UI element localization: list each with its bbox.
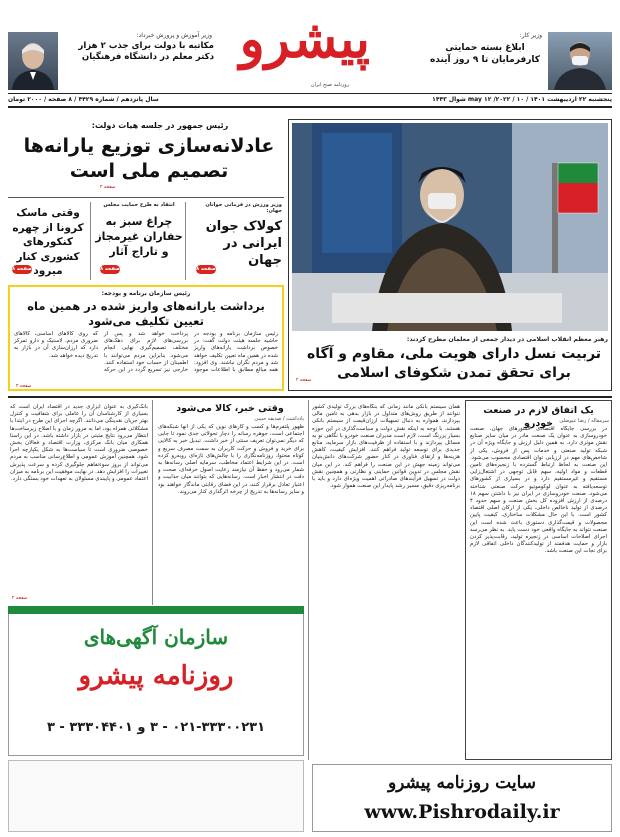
- subsidy-rule: [8, 197, 284, 198]
- ear-left-kicker: وزیر آموزش و پرورش خبرداد:: [136, 32, 212, 39]
- ad-agency-frame-bottom: [8, 760, 304, 832]
- date-line: پنجشنبه ۲۲ اردیبهشت ۱۴۰۱ / may ۱۲ /۲۰۲۲ / ۱۰ شوال ۱۴۴۳: [432, 96, 612, 103]
- upper-section-rule: [8, 396, 612, 398]
- withdraw-more: صفحه ۲: [16, 384, 32, 389]
- masthead-logo: پیشرو: [239, 9, 370, 70]
- ear-right-headline: ابلاغ بسته حمایتی کارفرمایان تا ۹ روز آینده: [429, 43, 541, 65]
- ear-right-photo: [548, 32, 612, 90]
- brief-2-headline: چراغ سبز به حفاران غیرمجاز و تاراج آثار: [95, 215, 183, 258]
- ad-site-line1: سایت روزنامه پیشرو: [387, 773, 537, 793]
- auto-story-byline: سرمقاله / رضا عیوضلی: [559, 418, 609, 424]
- withdraw-text: رئیس سازمان برنامه و بودجه در حاشیه جلسه هیئت دولت گفت: در خصوص برداشت یارانه‌های واریز شده در همین ماه تعیین تکلیف خواهد شد و مردم نگران نباشند. وی افزود: همه مبالغ مطابق با اطلاعات موجود پرداخت خواهد شد و پس از بررسی‌های لازم برای دهک‌های مختلف تصمیم‌گیری نهایی انجام می‌شود. بنابراین مردم می‌توانند با اطمینان از حساب خود استفاده کنند. خارجی نیز تسریع گردد در این حرکه که روی کالاهای اساسی، کالاهای ضروری مردم، لاستیک و دارو تمرکز دارد که ارزان‌سازی آن در بازار به تدریج دیده خواهد شد.: [14, 331, 278, 374]
- masthead-rule-top: [8, 93, 612, 94]
- good-story-byline: یادداشت / صدیقه حبیبی: [254, 416, 304, 422]
- brief-3-kicker: وزیر ورزش در فرمانی جوانان جهان:: [205, 202, 282, 214]
- ear-left-headline: مکاتبه با دولت برای جذب ۲ هزار دکتر معلم در دانشگاه فرهنگیان: [78, 41, 214, 62]
- col4-text: بانک‌گیری به عنوان ابزاری جدید در اقتصاد ایران است که بسیاری از کارشناسان آن را عاملی برای شفافیت و کنترل بهتر جریان نقدینگی می‌دانند. اگرچه اجرای این طرح در ابتدا با مشکلاتی همراه بود، اما به مرور زمان و با اصلاح زیرساخت‌ها انتظار می‌رود نتایج مثبتی در بازار داشته باشد. در این راستا همکاری میان بانک مرکزی، وزارت اقتصاد و فعالان بخش خصوصی ضروری است تا سیاست‌ها به شکل یکپارچه اجرا شود. همچنین آموزش عمومی و اطلاع‌رسانی مناسب به مردم می‌تواند از بروز سوءتفاهم جلوگیری کرده و سرعت پذیرش تغییرات را افزایش دهد. در نهایت موفقیت این برنامه به میزان اعتماد عمومی و پایبندی مسئولان به تعهدات خود بستگی دارد.: [10, 404, 148, 483]
- good-story-headline: وقتی خبر، کالا می‌شود: [176, 403, 284, 414]
- brief-3-badge: صفحه ۸: [196, 266, 216, 272]
- withdraw-headline: برداشت یارانه‌های واریز شده در همین ماه تعیین تکلیف می‌شود: [27, 299, 265, 328]
- ad-agency-phones: ۰۲۱-۳۳۳۰۰۲۳۱ - ۳ و ۳۳۳۰۴۴۰۱ - ۳: [46, 720, 266, 735]
- masthead-rule-bottom: [8, 106, 612, 108]
- issue-line: سال پانزدهم / شماره ۴۴۲۹ / ۸ صفحه / ۲۰۰۰ تومان: [8, 96, 159, 103]
- col4-more: صفحه ۲: [12, 596, 28, 601]
- col-divider-a: [308, 400, 309, 760]
- subsidy-headline: عادلانه‌سازی توزیع یارانه‌ها تصمیم ملی است: [23, 135, 275, 182]
- auto-story-text: در بررسی جایگاه اقتصادی کشورهای جهان، صنعت خودروسازی به عنوان یک صنعت مادر در میان سایر صنایع نقش موثری دارد. به همین دلیل ارزش و جایگاه ویژه آن در شبکه تولید صنعتی و خدمات پس از فروش، یکی از شاخص‌های مهم در ارزیابی توان اقتصادی محسوب می‌شود. این صنعت به لحاظ ارتباط گسترده با زنجیره‌های تامین قطعات و مواد اولیه، سهم قابل توجهی در اشتغال‌زایی مستقیم و غیرمستقیم دارد و در بسیاری از کشورهای توسعه‌یافته به عنوان لوکوموتیو حرکت صنعتی شناخته می‌شود. صنعت خودروسازی در ایران نیز با داشتن سهم ۱۸ درصدی از ارزش افزوده کل بخش صنعت و سهم حدود ۴ درصدی از تولید ناخالص داخلی، یکی از ارکان اصلی اقتصاد کشور است. با این حال مشکلات ساختاری، کیفیت پایین محصولات و قیمت‌گذاری دستوری باعث شده است این صنعت نتواند به جایگاه واقعی خود دست یابد. به نظر می‌رسد اجرای اصلاحات اساسی در زنجیره تولید، رقابت‌پذیر کردن بازار و حمایت هدفمند از تولیدکنندگان داخلی اتفاقی لازم برای نجات این صنعت باشد.: [470, 426, 607, 555]
- ear-left-photo: [8, 32, 58, 90]
- brief-divider-2: [90, 202, 91, 280]
- main-story-headline: تربیت نسل دارای هویت ملی، مقاوم و آگاه برای تحقق تمدن شکوفای اسلامی: [306, 346, 602, 381]
- subsidy-more: صفحه ۲: [100, 185, 116, 190]
- col-divider-b: [152, 400, 153, 605]
- good-story-text: ظهور پلتفرم‌ها و کسب و کار‌های نوین که یکی از آنها شبکه‌های اجتماعی است، جوهره رسانه را دچار تحولاتی جدی نمود تا جایی که دیگر نمی‌توان تعریف سنتی از خبر داشت. تبدیل خبر به کالایی برای خرید و فروش و حرکت کاربران به سمت مصرف سریع و کوتاه محتوا، روزنامه‌نگاری را با چالش‌های تازه‌ای روبه‌رو کرده است. در این شرایط اعتماد مخاطب، سرمایه اصلی رسانه‌ها به شمار می‌رود و حفظ آن نیازمند رعایت اصول حرفه‌ای، صحت و دقت در انتشار اخبار است. رسانه‌هایی که بتوانند میان جذابیت و اعتبار تعادل برقرار کنند، در این فضای رقابتی ماندگار خواهند بود و سایر رسانه‌ها به تدریج از چرخه اثرگذاری کنار می‌روند.: [158, 424, 304, 495]
- ad-agency-stripe: [8, 606, 304, 614]
- ad-site-url[interactable]: www.Pishrodaily.ir: [364, 801, 560, 823]
- main-story-kicker: رهبر معظم انقلاب اسلامی در دیدار جمعی از معلمان مطرح کردند:: [406, 336, 608, 343]
- brief-1-headline: وقتی ماسک کرونا از چهره کنکورهای کشوری کنار میرود: [12, 207, 84, 277]
- ad-agency-line2: روزنامه پیشرو: [78, 661, 234, 691]
- main-story-photo: [292, 123, 608, 331]
- brief-1-badge: صفحه ۸: [12, 266, 32, 272]
- main-story-more: صفحه ۲: [296, 378, 312, 383]
- subsidy-kicker: رئیس جمهور در جلسه هیات دولت:: [91, 121, 229, 130]
- brief-2-badge: صفحه ۸: [100, 266, 120, 272]
- withdraw-kicker: رئیس سازمان برنامه و بودجه:: [101, 290, 191, 297]
- auto-story-headline: یک اتفاق لازم در صنعت خودرو: [483, 405, 594, 429]
- brief-3-headline: کولاک جوان ایرانی در جهان: [205, 219, 282, 268]
- brief-divider-1: [185, 202, 186, 280]
- masthead-tagline: روزنامه صبح ایران: [310, 82, 350, 88]
- col2-text: همان سیستم بانکی مانند زمانی که بنگاه‌های بزرگ تولیدی کشور نتوانند از طریق روش‌های متداول در بازار بدهی به تامین مالی بپردازند، همواره به دنبال تسهیلات ارزان‌قیمت از سیستم بانکی هستند. با توجه به اینکه نقش دولت و سیاست‌گذاری در این حوزه بسیار پررنگ است، لازم است مدیران صنعت خودرو با نگاهی نو به مسائل بپردازند و با استفاده از ظرفیت‌های بازار سرمایه، منابع جدیدی برای توسعه تولید فراهم کنند. افزایش کیفیت، کاهش هزینه‌ها و ارتقای فناوری در کنار حضور شرکت‌های دانش‌بنیان می‌تواند زمینه جهش در این صنعت را فراهم کند. در این میان نقش مجلس در تدوین قوانین حمایتی و نظارتی و همچنین نقش دولت در تسهیل فرآیندهای صادراتی اهمیت ویژه‌ای دارد و باید با برنامه‌ریزی دقیق، مسیر رشد پایدار این صنعت هموار شود.: [312, 404, 460, 490]
- ear-right-kicker: وزیر کار:: [519, 32, 542, 39]
- ad-agency-line1: سازمان آگهی‌های: [83, 625, 229, 649]
- brief-2-kicker: انتقاد به طرح حمایت مجلس: [103, 202, 175, 208]
